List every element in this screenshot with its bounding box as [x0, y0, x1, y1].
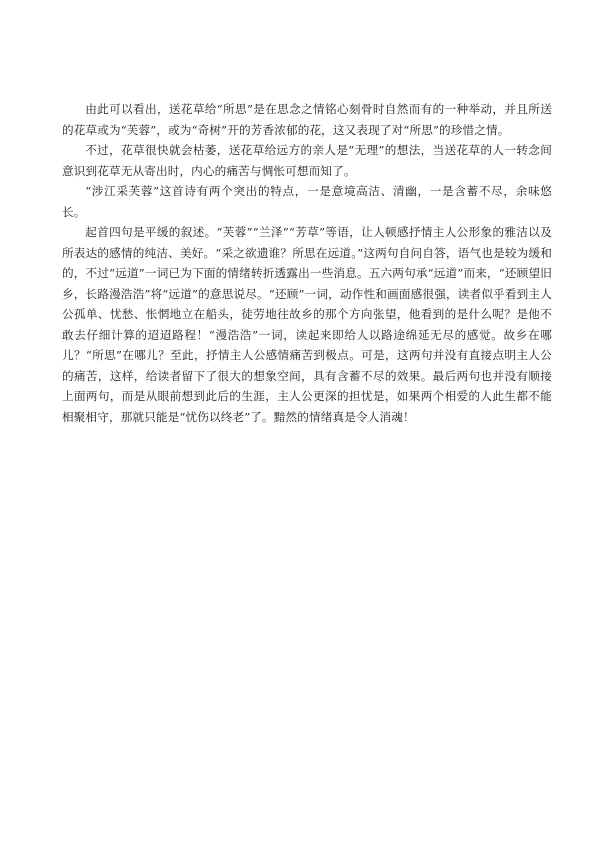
paragraph-4: 起首四句是平缓的叙述。“芙蓉”“兰泽”“芳草”等语，让人顿感抒情主人公形象的雅洁以及所表达的感情的纯洁、美好。“采之欲遗谁？所思在远道。”这两句自问自答，语气也是较为缓和的，不过“远道”一词已为下面的情绪转折透露出一些消息。五六两句承“远道”而来，“还顾望旧乡，长路漫浩浩”将“远道”的意思说尽。“还顾”一词，动作性和画面感很强，读者似乎看到主人公孤单、忧愁、怅惘地立在船头，徒劳地往故乡的那个方向张望，他看到的是什么呢？是他不敢去仔细计算的迢迢路程！“漫浩浩”一词，读起来即给人以路途绵延无尽的感觉。故乡在哪儿？“所思”在哪儿？至此，抒情主人公感情痛苦到极点。可是，这两句并没有直接点明主人公的痛苦，这样，给读者留下了很大的想象空间，具有含蓄不尽的效果。最后两句也并没有顺接上面两句，而是从眼前想到此后的生涯，主人公更深的担忧是，如果两个相爱的人此生都不能相聚相守，那就只能是“忧伤以终老”了。黯然的情绪真是令人消魂！ [62, 225, 552, 424]
document-body [62, 99, 552, 427]
paragraph-2: 不过，花草很快就会枯萎，送花草给远方的亲人是“无理”的想法，当送花草的人一转念间意识到花草无从寄出时，内心的痛苦与惆怅可想而知了。 [62, 143, 552, 178]
paragraph-3: “涉江采芙蓉”这首诗有两个突出的特点，一是意境高洁、清幽，一是含蓄不尽，余味悠长。 [62, 184, 552, 219]
paragraph-1: 由此可以看出，送花草给“所思”是在思念之情铭心刻骨时自然而有的一种举动，并且所送的花草或为“芙蓉”，或为“奇树”开的芳香浓郁的花，这又表现了对“所思”的珍惜之情。 [62, 102, 552, 137]
